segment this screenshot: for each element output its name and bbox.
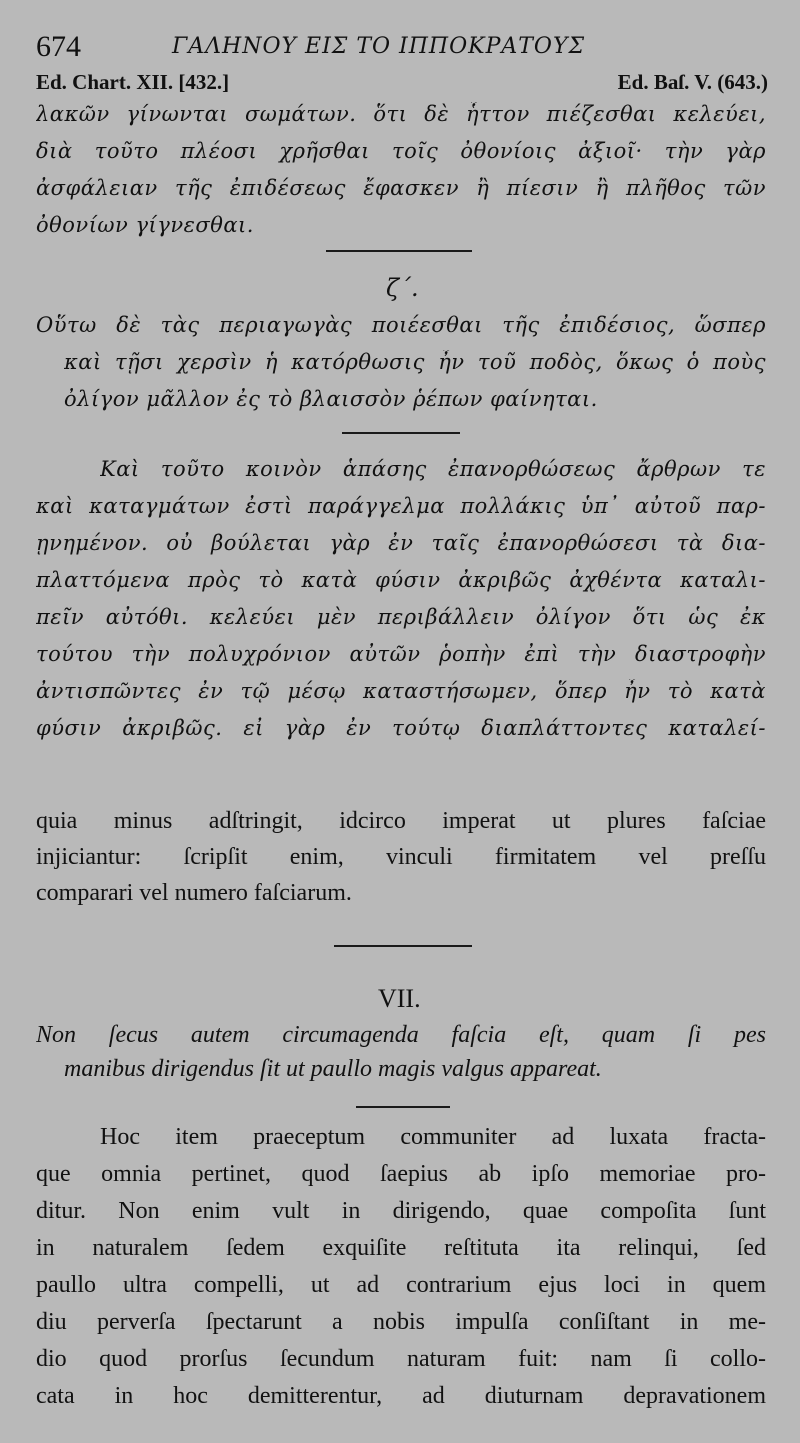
latin-intro-line: quia minus adſtringit, idcirco imperat ut plures faſciae: [36, 808, 766, 834]
greek-intro-line: λακῶν γίνωνται σωμάτων. ὅτι δὲ ἧττον πιέζεσθαι κελεύει,: [36, 102, 766, 126]
greek-commentary-line: τούτου τὴν πολυχρόνιον αὐτῶν ῥοπὴν ἐπὶ τὴν διαστροφὴν: [36, 642, 766, 666]
greek-intro-line: διὰ τοῦτο πλέοσι χρῆσθαι τοῖς ὀθονίοις ἀξιοῖ· τὴν γὰρ: [36, 139, 766, 163]
greek-commentary-line: φύσιν ἀκριβῶς. εἰ γὰρ ἐν τούτῳ διαπλάττοντες καταλεί-: [36, 716, 766, 740]
greek-section-number: ζ΄.: [386, 274, 419, 302]
latin-commentary-line: dio quod prorſus ſecundum naturam fuit: nam ſi collo-: [36, 1346, 766, 1372]
page-header: [36, 30, 770, 66]
latin-aphorism-line: manibus dirigendus ſit ut paullo magis valgus appareat.: [64, 1056, 602, 1082]
edition-reference-left: Ed. Chart. XII. [432.]: [36, 70, 230, 94]
greek-commentary-line: καὶ καταγμάτων ἐστὶ παράγγελμα πολλάκις ὑπ᾽ αὐτοῦ παρ-: [36, 494, 766, 518]
greek-aphorism-line: καὶ τῇσι χερσὶν ἡ κατόρθωσις ἦν τοῦ ποδὸς, ὅκως ὁ ποὺς: [64, 350, 766, 374]
greek-aphorism-line: Οὕτω δὲ τὰς περιαγωγὰς ποιέεσθαι τῆς ἐπιδέσιος, ὥσπερ: [36, 313, 766, 337]
greek-intro-line: ἀσφάλειαν τῆς ἐπιδέσεως ἔφασκεν ἢ πίεσιν ἢ πλῆθος τῶν: [36, 176, 766, 200]
latin-commentary-line: paullo ultra compelli, ut ad contrarium ejus loci in quem: [36, 1272, 766, 1298]
greek-commentary-line: πλαττόμενα πρὸς τὸ κατὰ φύσιν ἀκριβῶς ἀχθέντα καταλι-: [36, 568, 766, 592]
latin-intro-line: comparari vel numero faſciarum.: [36, 880, 352, 906]
latin-commentary-line: in naturalem ſedem exquiſite reſtituta ita relinqui, ſed: [36, 1235, 766, 1261]
greek-commentary-line: πεῖν αὐτόθι. κελεύει μὲν περιβάλλειν ὀλίγον ὅτι ὡς ἐκ: [36, 605, 766, 629]
section-divider: [326, 250, 472, 252]
running-title: ΓΑΛΗΝΟΥ ΕΙΣ ΤΟ ΙΠΠΟΚΡΑΤΟΥΣ: [172, 34, 586, 59]
latin-aphorism-line: Non ſecus autem circumagenda faſcia eſt, quam ſi pes: [36, 1022, 766, 1048]
latin-commentary-line: ditur. Non enim vult in dirigendo, quae compoſita ſunt: [36, 1198, 766, 1224]
greek-aphorism-line: ὀλίγον μᾶλλον ἐς τὸ βλαισσὸν ῥέπων φαίνηται.: [64, 387, 598, 411]
edition-reference-row: [36, 70, 768, 98]
page-number: 674: [36, 30, 81, 63]
section-divider: [334, 945, 472, 947]
latin-section-number: VII.: [378, 984, 421, 1013]
edition-reference-right: Ed. Baſ. V. (643.): [617, 70, 768, 94]
greek-commentary-line: Καὶ τοῦτο κοινὸν ἁπάσης ἐπανορθώσεως ἄρθρων τε: [100, 457, 766, 481]
latin-commentary-line: diu perverſa ſpectarunt a nobis impulſa conſiſtant in me-: [36, 1309, 766, 1335]
latin-intro-line: injiciantur: ſcripſit enim, vinculi firmitatem vel preſſu: [36, 844, 766, 870]
section-divider: [356, 1106, 450, 1108]
latin-commentary-line: cata in hoc demitterentur, ad diuturnam depravationem: [36, 1383, 766, 1409]
greek-intro-line: ὀθονίων γίγνεσθαι.: [36, 213, 254, 237]
section-divider: [342, 432, 460, 434]
latin-commentary-line: Hoc item praeceptum communiter ad luxata fracta-: [100, 1124, 766, 1150]
latin-commentary-line: que omnia pertinet, quod ſaepius ab ipſo memoriae pro-: [36, 1161, 766, 1187]
greek-commentary-line: ῃνημένον. οὐ βούλεται γὰρ ἐν ταῖς ἐπανορθώσεσι τὰ δια-: [36, 531, 766, 555]
greek-commentary-line: ἀντισπῶντες ἐν τῷ μέσῳ καταστήσωμεν, ὅπερ ἦν τὸ κατὰ: [36, 679, 766, 703]
